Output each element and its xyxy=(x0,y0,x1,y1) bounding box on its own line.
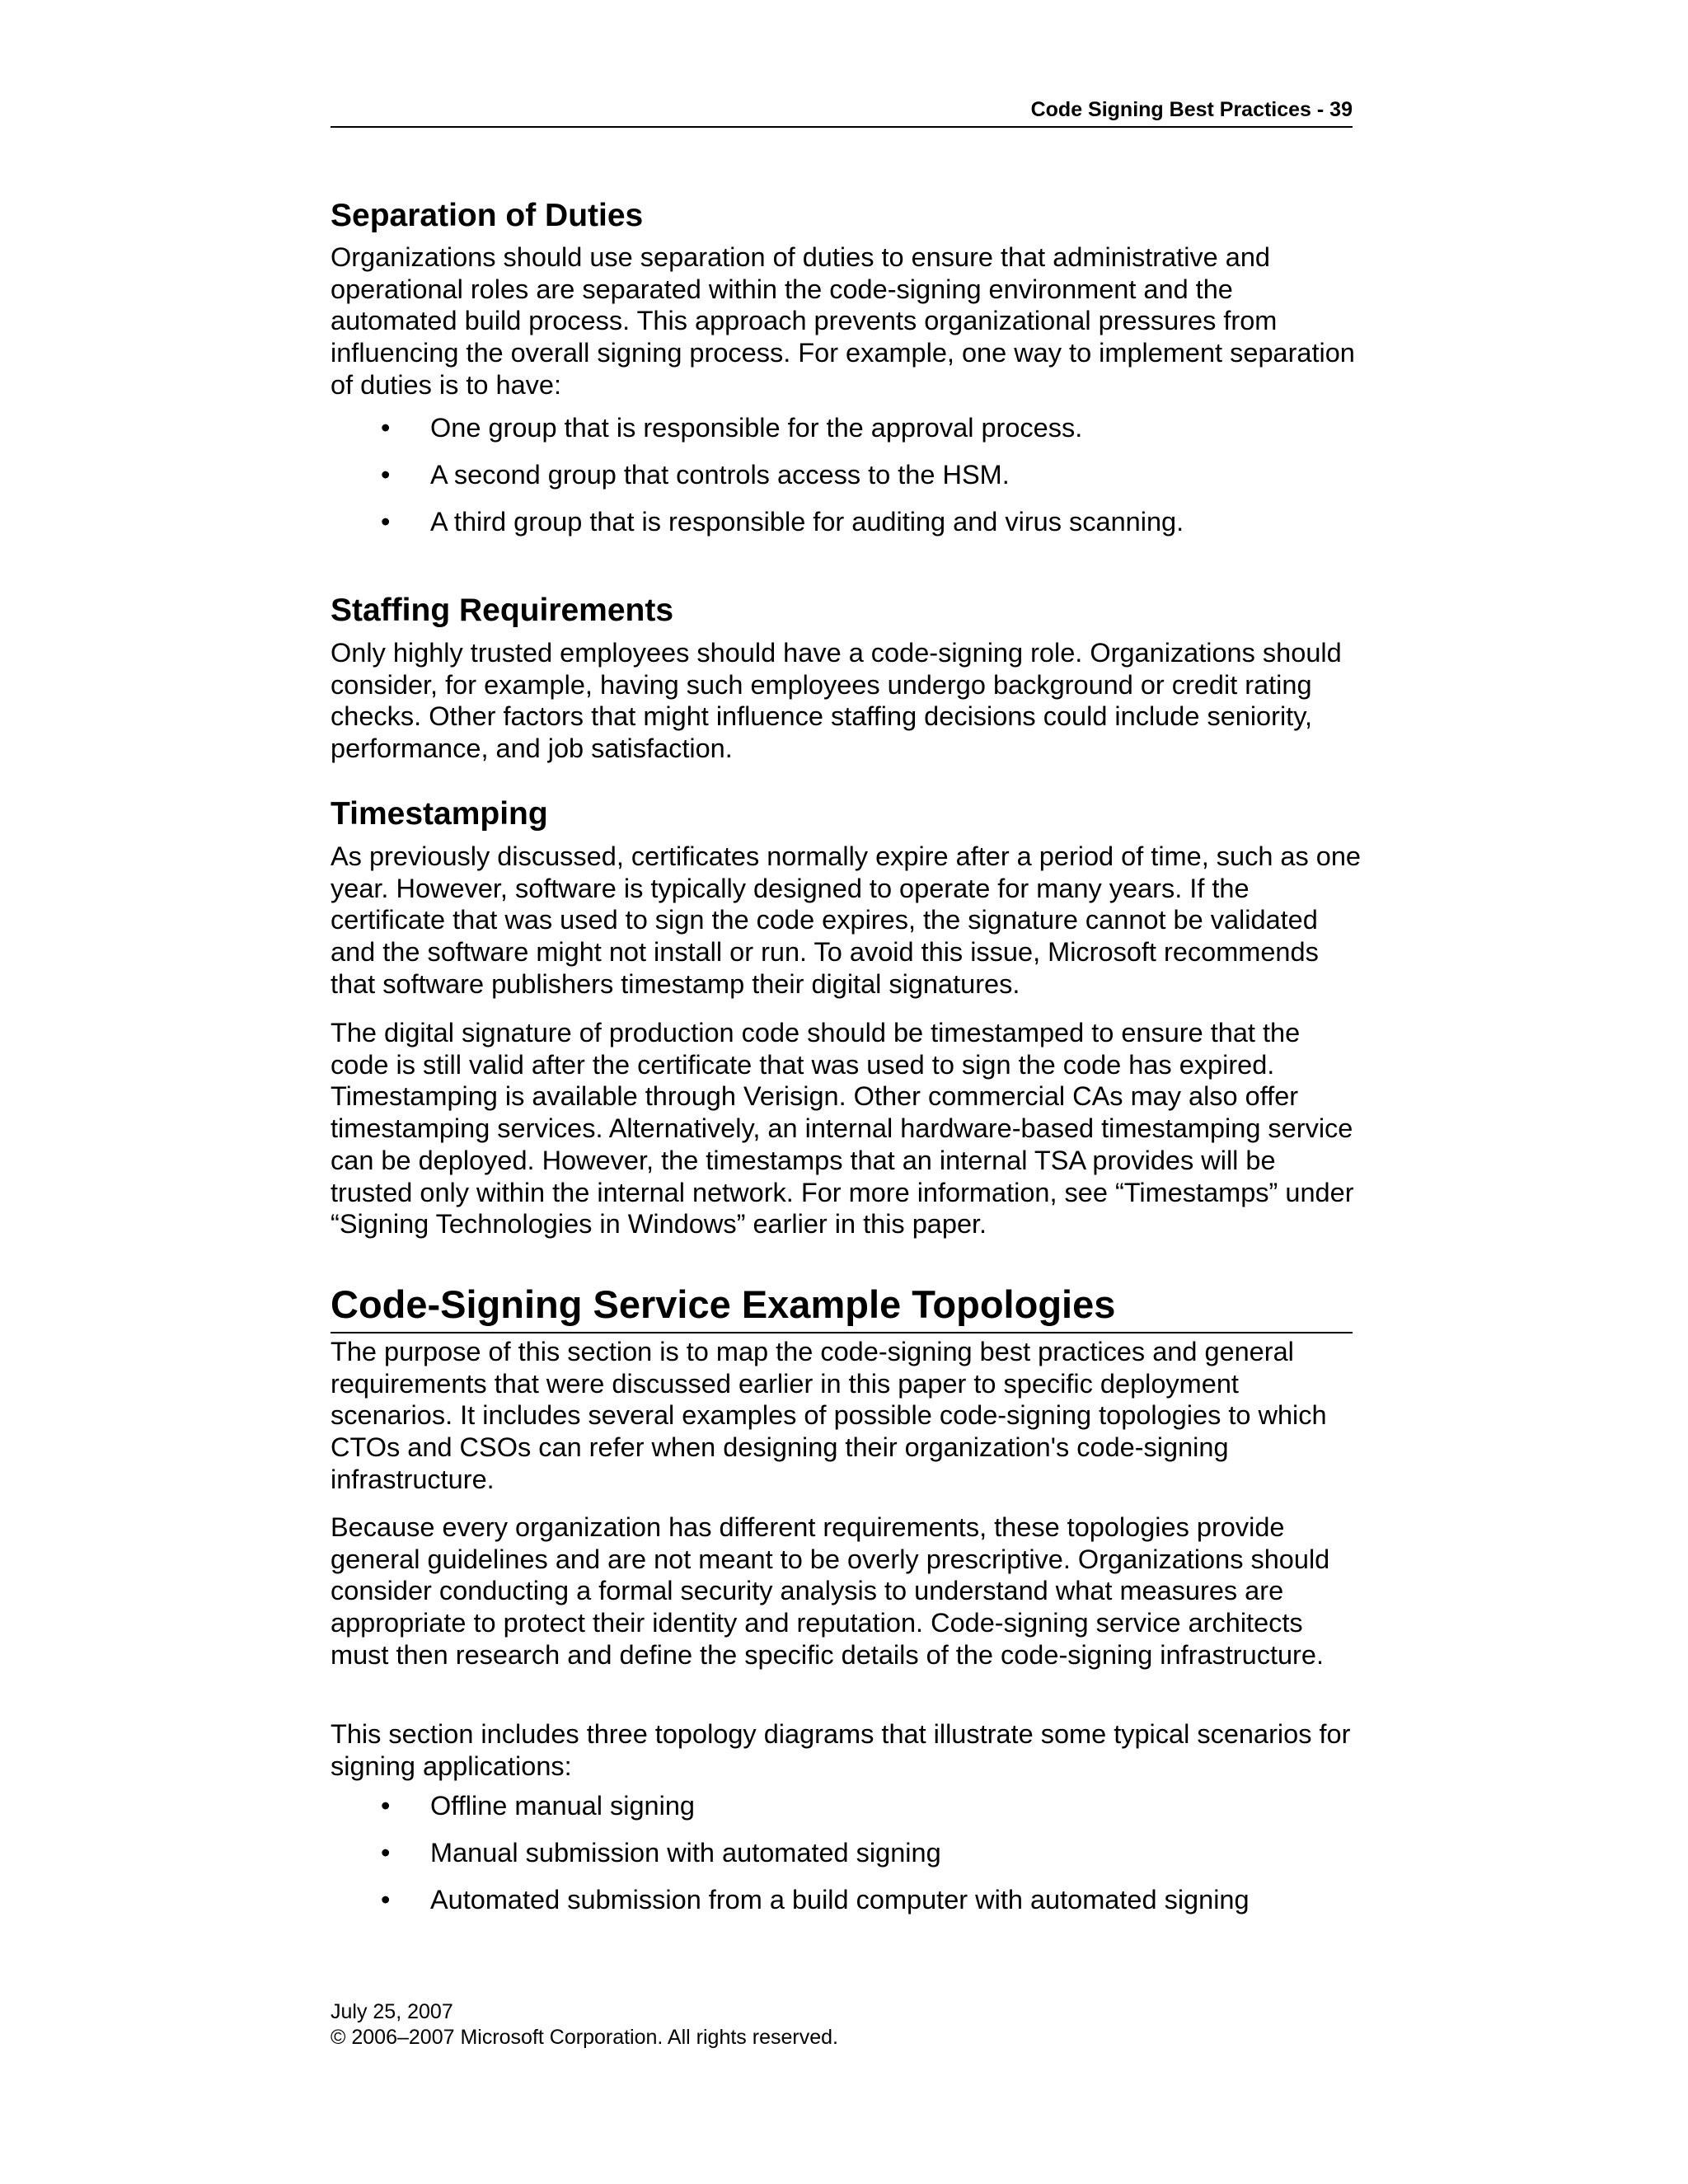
list-item-text: Offline manual signing xyxy=(430,1791,695,1821)
bullet-dot: • xyxy=(381,1885,391,1915)
paragraph-timestamping-1: As previously discussed, certificates normally expire after a period of time, such as one year. However, software is typically designed to operate for many years. If the certificate that was used to sign the code expires, the signature cannot be validated and the software might not install or run. To avoid this issue, Microsoft recommends that software publishers timestamp their digital signatures. xyxy=(331,841,1362,999)
paragraph-topologies-1: The purpose of this section is to map the code-signing best practices and general requirements that were discussed earlier in this paper to specific deployment scenarios. It includes several examples of possible code-signing topologies to which CTOs and CSOs can refer when designing their organization's code-signing infrastructure. xyxy=(331,1337,1327,1494)
running-header: Code Signing Best Practices - 39 xyxy=(1030,98,1353,121)
heading-staffing-requirements: Staffing Requirements xyxy=(331,593,674,628)
list-item xyxy=(331,1837,1353,1884)
heading-example-topologies: Code-Signing Service Example Topologies xyxy=(331,1282,1116,1326)
list-item-text: Automated submission from a build computer with automated signing xyxy=(430,1885,1250,1915)
footer-copyright: © 2006–2007 Microsoft Corporation. All rights reserved. xyxy=(331,2026,838,2049)
paragraph-timestamping-2: The digital signature of production code should be timestamped to ensure that the code is still valid after the certificate that was used to sign the code has expired. Timestamping is available through Verisign. Other commercial CAs may also offer timestamping services. Alternatively, an internal hardware-based timestamping service can be deployed. However, the timestamps that an internal TSA provides will be trusted only within the internal network. For more information, see “Timestamps” under “Signing Technologies in Windows” earlier in this paper. xyxy=(331,1018,1354,1240)
list-item xyxy=(331,1884,1353,1931)
bullet-dot: • xyxy=(381,507,391,537)
footer-date: July 25, 2007 xyxy=(331,2000,453,2023)
paragraph-separation-of-duties: Organizations should use separation of duties to ensure that administrative and operational roles are separated within the code-signing environment and the automated build process. This approach prevents organizational pressures from influencing the overall signing process. For example, one way to implement separation of duties is to have: xyxy=(331,242,1355,400)
paragraph-staffing-requirements: Only highly trusted employees should have a code-signing role. Organizations should consider, for example, having such employees undergo background or credit rating checks. Other factors that might influence staffing decisions could include seniority, performance, and job satisfaction. xyxy=(331,638,1342,764)
paragraph-topologies-3: This section includes three topology diagrams that illustrate some typical scenarios for signing applications: xyxy=(331,1719,1351,1781)
list-item-text: Manual submission with automated signing xyxy=(430,1838,941,1868)
bullet-dot: • xyxy=(381,1791,391,1821)
list-item xyxy=(331,412,1353,459)
section-rule xyxy=(331,1332,1353,1333)
header-rule xyxy=(331,126,1353,128)
paragraph-topologies-2: Because every organization has different requirements, these topologies provide general guidelines and are not meant to be overly prescriptive. Organizations should consider conducting a formal security analysis to understand what measures are appropriate to protect their identity and reputation. Code-signing service architects must then research and define the specific details of the code-signing infrastructure. xyxy=(331,1512,1330,1670)
list-item xyxy=(331,1790,1353,1837)
list-item-text: A second group that controls access to the HSM. xyxy=(430,460,1010,490)
heading-timestamping: Timestamping xyxy=(331,796,548,832)
heading-separation-of-duties: Separation of Duties xyxy=(331,198,644,233)
bullet-list-separation xyxy=(331,412,1353,553)
list-item-text: A third group that is responsible for auditing and virus scanning. xyxy=(430,507,1184,537)
list-item xyxy=(331,459,1353,506)
bullet-dot: • xyxy=(381,1838,391,1868)
list-item-text: One group that is responsible for the approval process. xyxy=(430,413,1083,443)
bullet-dot: • xyxy=(381,460,391,490)
bullet-list-topologies xyxy=(331,1790,1353,1931)
bullet-dot: • xyxy=(381,413,391,443)
list-item xyxy=(331,506,1353,553)
